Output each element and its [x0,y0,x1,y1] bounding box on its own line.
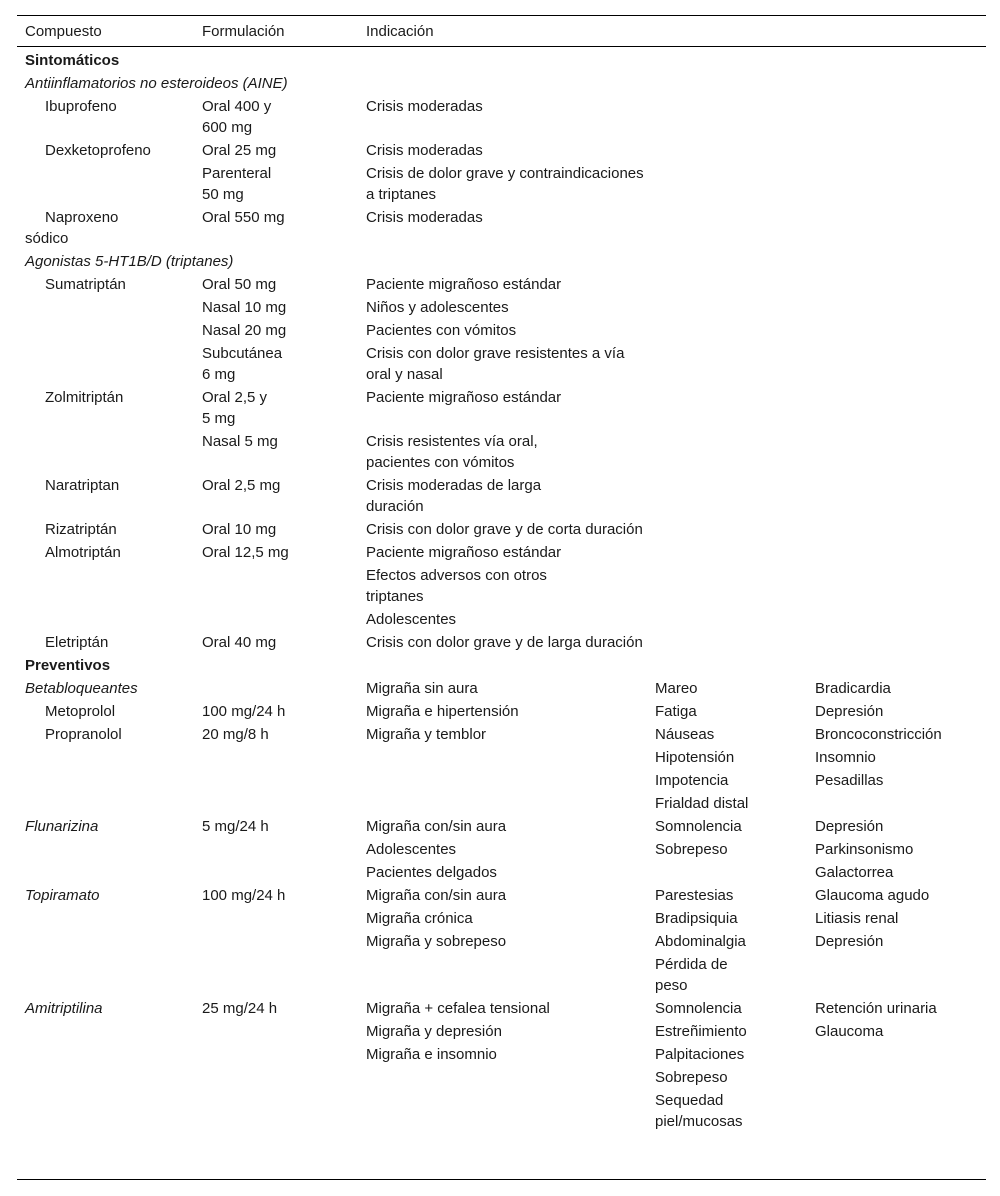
table-row [17,1088,986,1132]
compuesto-cell: Naratriptan [45,477,120,494]
table-row [17,205,986,249]
contraindicacion-cell: Broncoconstricción [815,726,942,743]
indicacion-cell: Efectos adversos con otros triptanes [366,567,547,605]
table-body [17,48,986,1132]
formulacion-cell: Oral 12,5 mg [202,544,289,561]
indicacion-cell: Paciente migrañoso estándar [366,276,562,293]
indicacion-cell: Paciente migrañoso estándar [366,389,562,406]
contraindicacion-cell: Glaucoma [815,1023,884,1040]
table-row [17,906,986,929]
subsection-triptanes: Agonistas 5-HT1B/D (triptanes) [25,253,234,270]
efecto-cell: Estreñimiento [655,1023,747,1040]
section-row [17,653,986,676]
indicacion-cell: Adolescentes [366,611,457,628]
compuesto-cell: Topiramato [25,887,100,904]
table-row [17,341,986,385]
drug-table [17,15,986,1130]
indicacion-cell: Crisis moderadas [366,209,483,226]
indicacion-cell: Crisis resistentes vía oral, pacientes con vómitos [366,433,538,471]
efecto-cell: Hipotensión [655,749,735,766]
table-row [17,745,986,768]
header-indicacion: Indicación [366,23,434,40]
table-row [17,860,986,883]
formulacion-cell: 5 mg/24 h [202,818,269,835]
header-formulacion: Formulación [202,23,285,40]
compuesto-cell: Zolmitriptán [45,389,124,406]
efecto-cell: Parestesias [655,887,734,904]
efecto-cell: Sobrepeso [655,1069,728,1086]
table-header-rule [17,46,986,47]
subsection-aine: Antiinflamatorios no esteroideos (AINE) [25,75,288,92]
compuesto-cell: Sumatriptán [45,276,126,293]
indicacion-cell: Adolescentes [366,841,457,858]
compuesto-cell: Betabloqueantes [25,680,138,697]
table-row [17,699,986,722]
table-row [17,1019,986,1042]
formulacion-cell: 100 mg/24 h [202,703,286,720]
contraindicacion-cell: Depresión [815,933,884,950]
efecto-cell: Palpitaciones [655,1046,745,1063]
indicacion-cell: Crisis de dolor grave y contraindicaciones a triptanes [366,165,644,203]
efecto-cell: Frialdad distal [655,795,749,812]
formulacion-cell: Oral 25 mg [202,142,277,159]
contraindicacion-cell: Galactorrea [815,864,894,881]
section-sintomaticos: Sintomáticos [25,52,120,69]
table-row [17,952,986,996]
formulacion-cell: Oral 550 mg [202,209,285,226]
table-row [17,814,986,837]
section-row [17,48,986,71]
table-top-rule [17,15,986,16]
indicacion-cell: Migraña con/sin aura [366,887,507,904]
table-row [17,295,986,318]
formulacion-cell: Subcutánea 6 mg [202,345,283,383]
subsection-row [17,249,986,272]
indicacion-cell: Pacientes delgados [366,864,497,881]
formulacion-cell: Nasal 10 mg [202,299,287,316]
indicacion-cell: Crisis moderadas [366,142,483,159]
compuesto-cell: Almotriptán [45,544,121,561]
table-row [17,272,986,295]
contraindicacion-cell: Glaucoma agudo [815,887,930,904]
header-compuesto: Compuesto [25,23,102,40]
formulacion-cell: Oral 50 mg [202,276,277,293]
compuesto-cell: Eletriptán [45,634,109,651]
contraindicacion-cell: Depresión [815,818,884,835]
table-bottom-rule [17,1179,986,1180]
indicacion-cell: Migraña sin aura [366,680,478,697]
indicacion-cell: Migraña y sobrepeso [366,933,507,950]
table-row [17,883,986,906]
formulacion-cell: Oral 2,5 y 5 mg [202,389,268,427]
indicacion-cell: Migraña con/sin aura [366,818,507,835]
formulacion-cell: Oral 400 y 600 mg [202,98,272,136]
efecto-cell: Bradipsiquia [655,910,738,927]
indicacion-cell: Niños y adolescentes [366,299,509,316]
contraindicacion-cell: Pesadillas [815,772,884,789]
indicacion-cell: Crisis con dolor grave y de larga duración [366,634,643,651]
contraindicacion-cell: Bradicardia [815,680,891,697]
efecto-cell: Abdominalgia [655,933,746,950]
formulacion-cell: 25 mg/24 h [202,1000,278,1017]
contraindicacion-cell: Insomnio [815,749,876,766]
table-row [17,540,986,563]
efecto-cell: Impotencia [655,772,729,789]
table-row [17,473,986,517]
efecto-cell: Somnolencia [655,818,742,835]
table-row [17,161,986,205]
compuesto-cell: Flunarizina [25,818,99,835]
formulacion-cell: Nasal 20 mg [202,322,287,339]
contraindicacion-cell: Parkinsonismo [815,841,914,858]
efecto-cell: Pérdida de peso [655,956,728,994]
contraindicacion-cell: Depresión [815,703,884,720]
compuesto-cell: Dexketoprofeno [45,142,151,159]
table-row [17,138,986,161]
efecto-cell: Fatiga [655,703,697,720]
efecto-cell: Náuseas [655,726,715,743]
compuesto-cell: Naproxeno sódico [25,209,119,247]
indicacion-cell: Migraña e hipertensión [366,703,519,720]
table-row [17,385,986,429]
table-row [17,94,986,138]
efecto-cell: Somnolencia [655,1000,742,1017]
table-row [17,837,986,860]
table-row [17,607,986,630]
efecto-cell: Sequedad piel/mucosas [655,1092,743,1130]
table-row [17,676,986,699]
indicacion-cell: Crisis con dolor grave y de corta duración [366,521,643,538]
table-row [17,929,986,952]
indicacion-cell: Paciente migrañoso estándar [366,544,562,561]
subsection-row [17,71,986,94]
contraindicacion-cell: Litiasis renal [815,910,899,927]
table-row [17,791,986,814]
formulacion-cell: Oral 40 mg [202,634,277,651]
formulacion-cell: Nasal 5 mg [202,433,278,450]
table-row [17,1042,986,1065]
compuesto-cell: Rizatriptán [45,521,117,538]
indicacion-cell: Crisis moderadas [366,98,483,115]
table-row [17,318,986,341]
table-row [17,722,986,745]
table-row [17,768,986,791]
indicacion-cell: Migraña crónica [366,910,473,927]
formulacion-cell: Parenteral 50 mg [202,165,272,203]
table-row [17,517,986,540]
table-row [17,996,986,1019]
table-row [17,429,986,473]
table-row [17,1065,986,1088]
formulacion-cell: 100 mg/24 h [202,887,286,904]
indicacion-cell: Crisis moderadas de larga duración [366,477,542,515]
indicacion-cell: Crisis con dolor grave resistentes a vía oral y nasal [366,345,625,383]
section-preventivos: Preventivos [25,657,111,674]
table-header-row [17,15,986,47]
compuesto-cell: Ibuprofeno [45,98,117,115]
formulacion-cell: Oral 2,5 mg [202,477,281,494]
formulacion-cell: 20 mg/8 h [202,726,269,743]
indicacion-cell: Migraña y depresión [366,1023,502,1040]
compuesto-cell: Amitriptilina [25,1000,103,1017]
formulacion-cell: Oral 10 mg [202,521,277,538]
indicacion-cell: Pacientes con vómitos [366,322,517,339]
table-row [17,563,986,607]
table-row [17,630,986,653]
indicacion-cell: Migraña e insomnio [366,1046,497,1063]
compuesto-cell: Metoprolol [45,703,116,720]
efecto-cell: Mareo [655,680,698,697]
indicacion-cell: Migraña + cefalea tensional [366,1000,550,1017]
contraindicacion-cell: Retención urinaria [815,1000,937,1017]
compuesto-cell: Propranolol [45,726,122,743]
indicacion-cell: Migraña y temblor [366,726,487,743]
efecto-cell: Sobrepeso [655,841,728,858]
